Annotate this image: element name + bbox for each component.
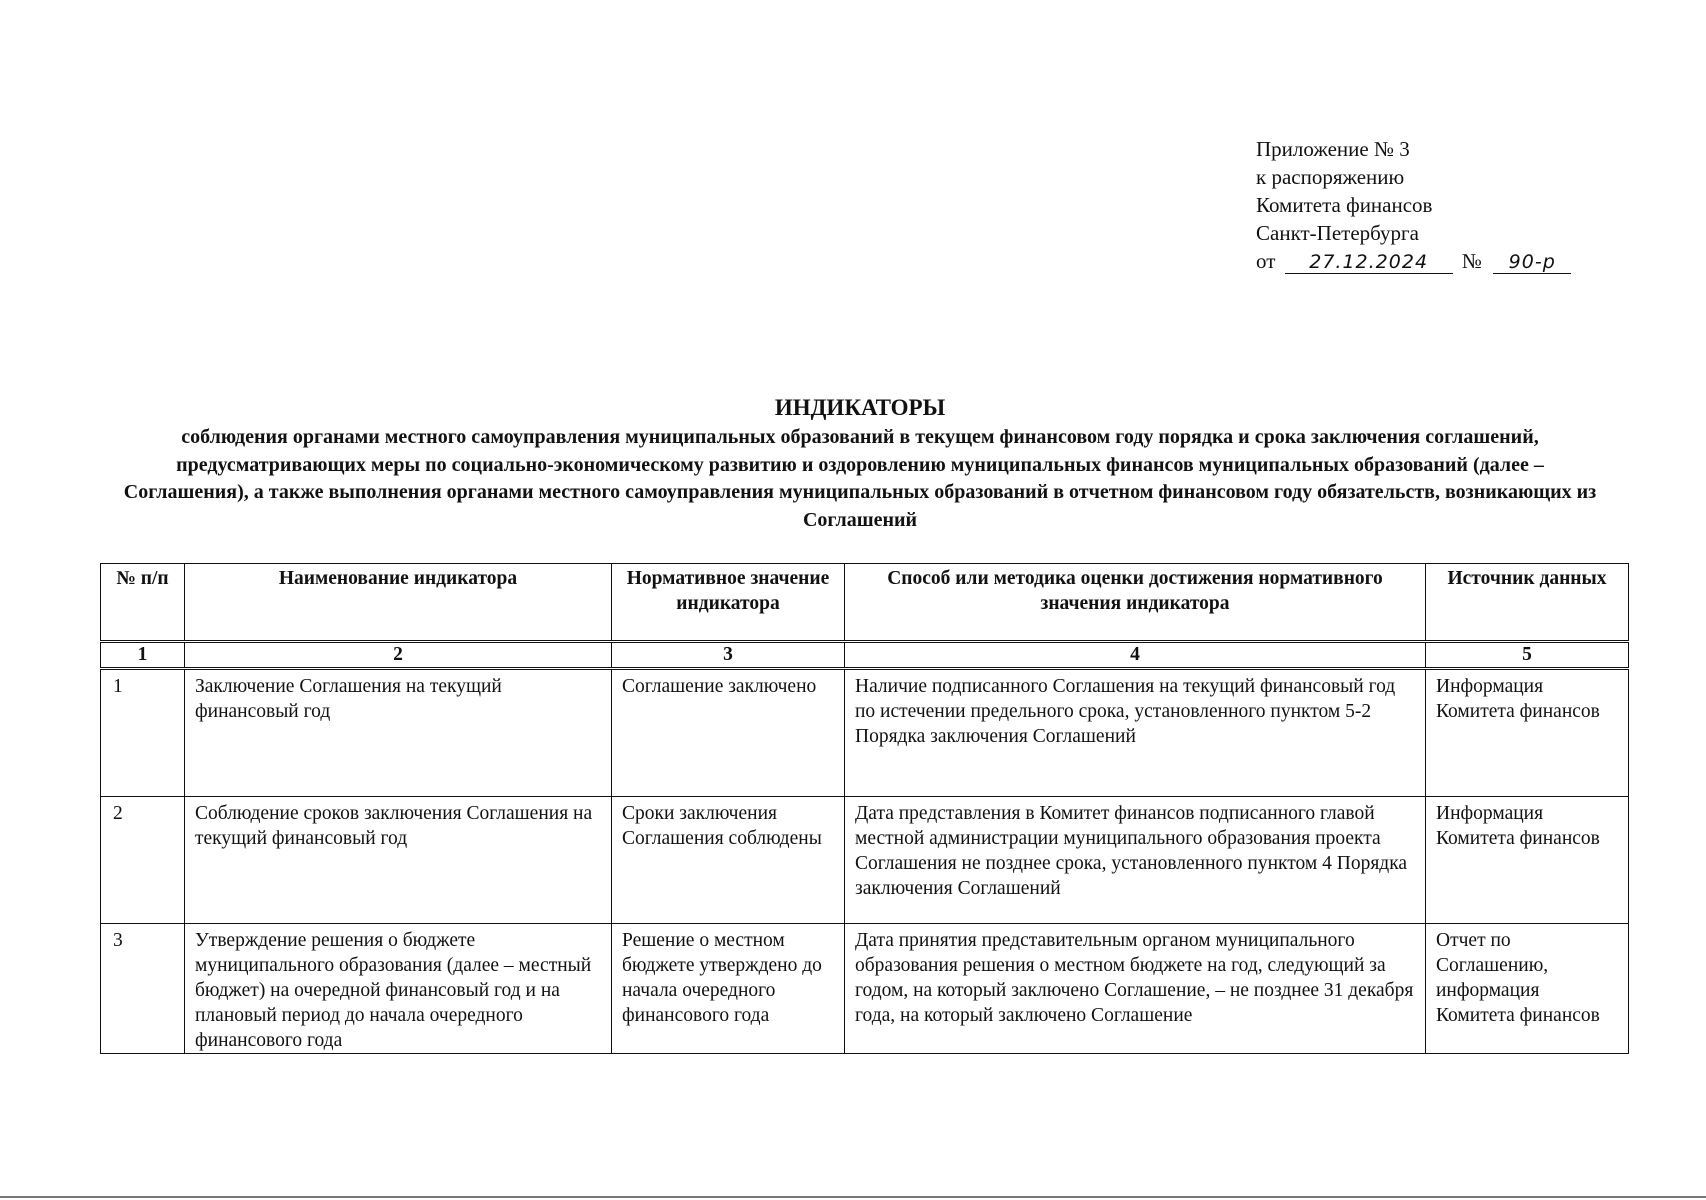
appendix-line-3: Комитета финансов — [1256, 193, 1433, 217]
handwritten-number: 90-р — [1493, 251, 1571, 274]
indicator-name: Заключение Соглашения на текущий финансовый год — [185, 670, 612, 797]
indicators-table — [100, 563, 1629, 1054]
header-name: Наименование индикатора — [185, 564, 612, 641]
number-prefix: № — [1461, 249, 1482, 273]
normative-value: Соглашение заключено — [612, 670, 845, 797]
table-row — [101, 797, 1629, 924]
title-subtitle: соблюдения органами местного самоуправления муниципальных образований в текущем финансовом году порядка и срока заключения соглашений, предусматривающих меры по социально-экономическому развитию и оздоровлению муниципальных финансов муниципальных образований (далее – Соглашения), а также выполнения органами местного самоуправления муниципальных образований в отчетном финансовом году обязательств, возникающих из Соглашений — [123, 426, 1597, 531]
header-method: Способ или методика оценки достижения нормативного значения индикатора — [845, 564, 1426, 641]
appendix-line-1: Приложение № 3 — [1256, 137, 1410, 161]
assessment-method: Дата принятия представительным органом муниципального образования решения о местном бюджете на год, следующий за годом, на который заключено Соглашение, – не позднее 31 декабря года, на который заключено Соглашение — [845, 924, 1426, 1054]
scan-edge-line — [0, 1196, 1706, 1198]
assessment-method: Дата представления в Комитет финансов подписанного главой местной администрации муниципального образования проекта Соглашения не позднее срока, установленного пунктом 4 Порядка заключения Соглашений — [845, 797, 1426, 924]
data-source: Информация Комитета финансов — [1426, 797, 1629, 924]
appendix-line-4: Санкт-Петербурга — [1256, 221, 1419, 245]
header-value: Нормативное значение индикатора — [612, 564, 845, 641]
table-header-row — [101, 564, 1629, 641]
column-number: 2 — [185, 643, 612, 668]
column-number: 3 — [612, 643, 845, 668]
column-number-row — [101, 643, 1629, 668]
table-row — [101, 924, 1629, 1054]
appendix-block — [1256, 135, 1571, 275]
header-source: Источник данных — [1426, 564, 1629, 641]
assessment-method: Наличие подписанного Соглашения на текущий финансовый год по истечении предельного срока, установленного пунктом 5-2 Порядка заключения Соглашений — [845, 670, 1426, 797]
document-title — [120, 394, 1600, 534]
data-source: Информация Комитета финансов — [1426, 670, 1629, 797]
column-number: 4 — [845, 643, 1426, 668]
column-number: 5 — [1426, 643, 1629, 668]
normative-value: Сроки заключения Соглашения соблюдены — [612, 797, 845, 924]
header-num: № п/п — [101, 564, 185, 641]
normative-value: Решение о местном бюджете утверждено до начала очередного финансового года — [612, 924, 845, 1054]
row-number: 1 — [101, 670, 185, 797]
indicator-name: Соблюдение сроков заключения Соглашения на текущий финансовый год — [185, 797, 612, 924]
row-number: 3 — [101, 924, 185, 1054]
indicator-name: Утверждение решения о бюджете муниципального образования (далее – местный бюджет) на очередной финансовый год и на плановый период до начала очередного финансового года — [185, 924, 612, 1054]
row-number: 2 — [101, 797, 185, 924]
data-source: Отчет по Соглашению, информация Комитета финансов — [1426, 924, 1629, 1054]
column-number: 1 — [101, 643, 185, 668]
handwritten-date: 27.12.2024 — [1285, 251, 1453, 274]
title-main: ИНДИКАТОРЫ — [774, 395, 946, 420]
appendix-line-2: к распоряжению — [1256, 165, 1405, 189]
appendix-date-line — [1256, 247, 1571, 275]
date-prefix: от — [1256, 249, 1276, 273]
table-row — [101, 670, 1629, 797]
